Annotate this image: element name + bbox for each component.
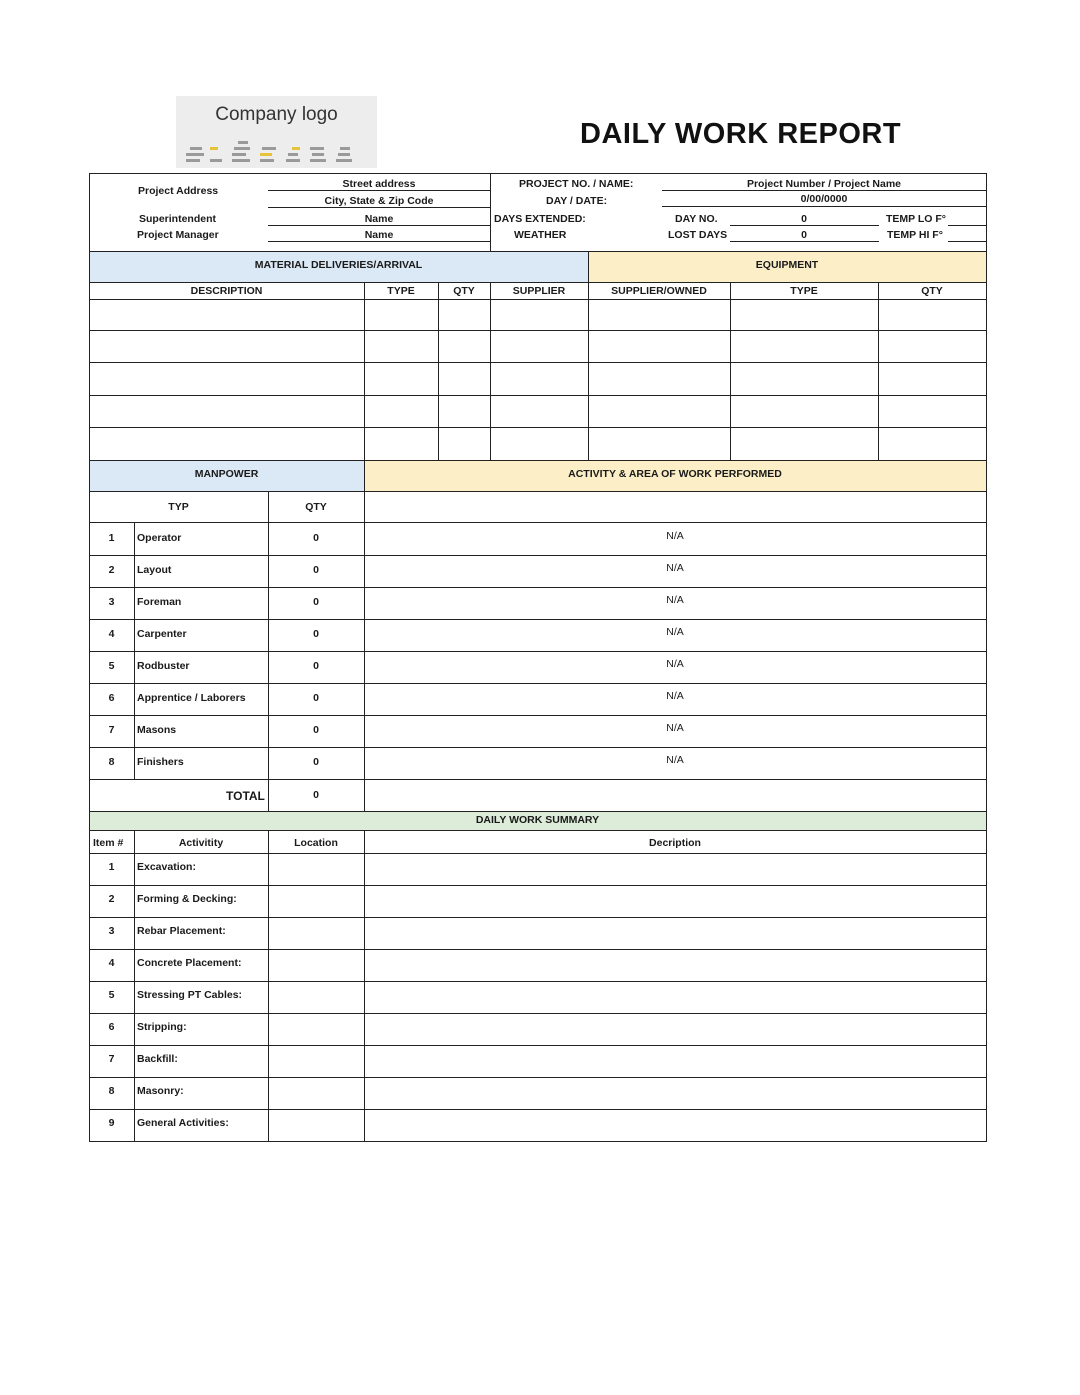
grid-line xyxy=(89,683,987,684)
grid-line xyxy=(89,555,987,556)
grid-line xyxy=(89,779,987,780)
grid-line xyxy=(89,747,987,748)
grid-line xyxy=(89,395,987,396)
summary-row-number: 2 xyxy=(108,893,115,905)
summary-title: DAILY WORK SUMMARY xyxy=(475,814,600,826)
activity-value: N/A xyxy=(666,530,684,542)
city-state-zip: City, State & Zip Code xyxy=(324,195,434,207)
grid-line xyxy=(89,917,987,918)
logo-graphic xyxy=(180,136,373,164)
grid-line xyxy=(662,206,987,207)
summary-activity: Stripping: xyxy=(137,1021,187,1033)
temp-hi-label: TEMP HI F° xyxy=(887,229,943,241)
summary-activity: Excavation: xyxy=(137,861,196,873)
manpower-qty: 0 xyxy=(313,564,319,576)
grid-line xyxy=(490,282,491,461)
grid-line xyxy=(730,225,879,226)
grid-line xyxy=(986,173,987,1142)
manpower-qty: 0 xyxy=(313,628,319,640)
project-address-label: Project Address xyxy=(138,185,219,197)
grid-line xyxy=(364,282,365,461)
summary-col-location: Location xyxy=(294,837,338,849)
grid-line xyxy=(89,299,987,300)
grid-line xyxy=(438,282,439,461)
report-title: DAILY WORK REPORT xyxy=(580,118,902,150)
grid-line xyxy=(89,282,987,283)
manpower-row-number: 8 xyxy=(108,756,115,768)
grid-line xyxy=(89,619,987,620)
summary-activity: Backfill: xyxy=(137,1053,178,1065)
grid-line xyxy=(364,460,365,812)
activity-value: N/A xyxy=(666,722,684,734)
manpower-qty: 0 xyxy=(313,532,319,544)
activity-value: N/A xyxy=(666,626,684,638)
grid-line xyxy=(364,830,365,1142)
manpower-type: Masons xyxy=(137,724,177,736)
summary-col-activity: Activitity xyxy=(178,837,224,849)
superintendent-label: Superintendent xyxy=(139,213,217,225)
grid-line xyxy=(878,282,879,461)
days-extended-label: DAYS EXTENDED: xyxy=(494,213,586,225)
manpower-row-number: 6 xyxy=(108,692,115,704)
summary-activity: Forming & Decking: xyxy=(137,893,237,905)
manpower-type-header: TYP xyxy=(168,501,189,513)
summary-row-number: 1 xyxy=(108,861,115,873)
grid-line xyxy=(89,1013,987,1014)
grid-line xyxy=(730,282,731,461)
activity-value: N/A xyxy=(666,754,684,766)
manpower-title: MANPOWER xyxy=(194,468,259,480)
grid-line xyxy=(89,651,987,652)
manpower-row-number: 2 xyxy=(108,564,115,576)
grid-line xyxy=(89,251,987,252)
grid-line xyxy=(89,173,90,1142)
grid-line xyxy=(89,1045,987,1046)
temp-lo-label: TEMP LO F° xyxy=(886,213,947,225)
summary-row-number: 5 xyxy=(108,989,115,1001)
grid-line xyxy=(89,811,987,812)
logo-text: Company logo xyxy=(215,104,338,125)
manpower-qty: 0 xyxy=(313,724,319,736)
grid-line xyxy=(89,1109,987,1110)
project-manager-label: Project Manager xyxy=(137,229,219,241)
manpower-qty-header: QTY xyxy=(305,501,327,513)
materials-title: MATERIAL DELIVERIES/ARRIVAL xyxy=(254,259,423,271)
manpower-type: Foreman xyxy=(137,596,182,608)
activity-title: ACTIVITY & AREA OF WORK PERFORMED xyxy=(568,468,782,480)
equipment-title: EQUIPMENT xyxy=(755,259,819,271)
grid-line xyxy=(89,1141,987,1142)
summary-row-number: 3 xyxy=(108,925,115,937)
grid-line xyxy=(89,830,987,831)
summary-activity: Concrete Placement: xyxy=(137,957,242,969)
grid-line xyxy=(89,362,987,363)
grid-line xyxy=(89,460,987,461)
grid-line xyxy=(89,715,987,716)
date-value: 0/00/0000 xyxy=(800,193,848,205)
company-logo xyxy=(176,96,377,168)
grid-line xyxy=(89,427,987,428)
summary-row-number: 8 xyxy=(108,1085,115,1097)
grid-line xyxy=(89,491,987,492)
grid-line xyxy=(89,587,987,588)
equipment-col-qty: QTY xyxy=(921,285,943,297)
summary-activity: Rebar Placement: xyxy=(137,925,226,937)
manpower-type: Rodbuster xyxy=(137,660,190,672)
manpower-type: Finishers xyxy=(137,756,184,768)
street-address: Street address xyxy=(342,178,416,190)
materials-col-supplier: SUPPLIER xyxy=(512,285,566,297)
day-no-label: DAY NO. xyxy=(675,213,718,225)
lost-days-value: 0 xyxy=(801,229,807,241)
summary-activity: Masonry: xyxy=(137,1085,184,1097)
grid-line xyxy=(89,885,987,886)
weather-label: WEATHER xyxy=(514,229,567,241)
grid-line xyxy=(662,190,987,191)
manpower-type: Apprentice / Laborers xyxy=(137,692,246,704)
materials-col-qty: QTY xyxy=(453,285,475,297)
activity-value: N/A xyxy=(666,690,684,702)
total-value: 0 xyxy=(313,789,319,801)
summary-row-number: 4 xyxy=(108,957,115,969)
grid-line xyxy=(89,949,987,950)
project-number-name: Project Number / Project Name xyxy=(746,178,902,190)
summary-row-number: 6 xyxy=(108,1021,115,1033)
manpower-row-number: 4 xyxy=(108,628,115,640)
materials-col-type: TYPE xyxy=(387,285,415,297)
grid-line xyxy=(948,241,987,242)
equipment-col-supplier-owned: SUPPLIER/OWNED xyxy=(611,285,707,297)
project-no-label: PROJECT NO. / NAME: xyxy=(519,178,634,190)
manpower-qty: 0 xyxy=(313,692,319,704)
grid-line xyxy=(268,225,491,226)
grid-line xyxy=(89,522,987,523)
summary-col-description: Decription xyxy=(649,837,701,849)
grid-line xyxy=(89,173,987,174)
summary-activity: Stressing PT Cables: xyxy=(137,989,243,1001)
day-no-value: 0 xyxy=(801,213,807,225)
grid-line xyxy=(268,830,269,1142)
summary-col-item: Item # xyxy=(93,837,124,849)
manpower-row-number: 3 xyxy=(108,596,115,608)
project-manager-name: Name xyxy=(364,229,394,241)
grid-line xyxy=(948,225,987,226)
grid-line xyxy=(89,330,987,331)
manpower-row-number: 5 xyxy=(108,660,115,672)
manpower-type: Layout xyxy=(137,564,172,576)
manpower-qty: 0 xyxy=(313,660,319,672)
grid-line xyxy=(730,241,879,242)
materials-col-description: DESCRIPTION xyxy=(190,285,263,297)
manpower-type: Carpenter xyxy=(137,628,187,640)
activity-value: N/A xyxy=(666,658,684,670)
manpower-row-number: 1 xyxy=(108,532,115,544)
manpower-row-number: 7 xyxy=(108,724,115,736)
summary-row-number: 7 xyxy=(108,1053,115,1065)
grid-line xyxy=(89,981,987,982)
manpower-type: Operator xyxy=(137,532,182,544)
grid-line xyxy=(89,853,987,854)
grid-line xyxy=(268,207,491,208)
grid-line xyxy=(268,241,491,242)
grid-line xyxy=(268,190,491,191)
lost-days-label: LOST DAYS xyxy=(668,229,728,241)
activity-value: N/A xyxy=(666,594,684,606)
day-date-label: DAY / DATE: xyxy=(546,195,608,207)
summary-row-number: 9 xyxy=(108,1117,115,1129)
total-label: TOTAL xyxy=(226,789,265,803)
manpower-qty: 0 xyxy=(313,756,319,768)
summary-activity: General Activities: xyxy=(137,1117,229,1129)
equipment-col-type: TYPE xyxy=(790,285,818,297)
activity-value: N/A xyxy=(666,562,684,574)
manpower-qty: 0 xyxy=(313,596,319,608)
superintendent-name: Name xyxy=(364,213,394,225)
grid-line xyxy=(89,1077,987,1078)
grid-line xyxy=(134,830,135,1142)
